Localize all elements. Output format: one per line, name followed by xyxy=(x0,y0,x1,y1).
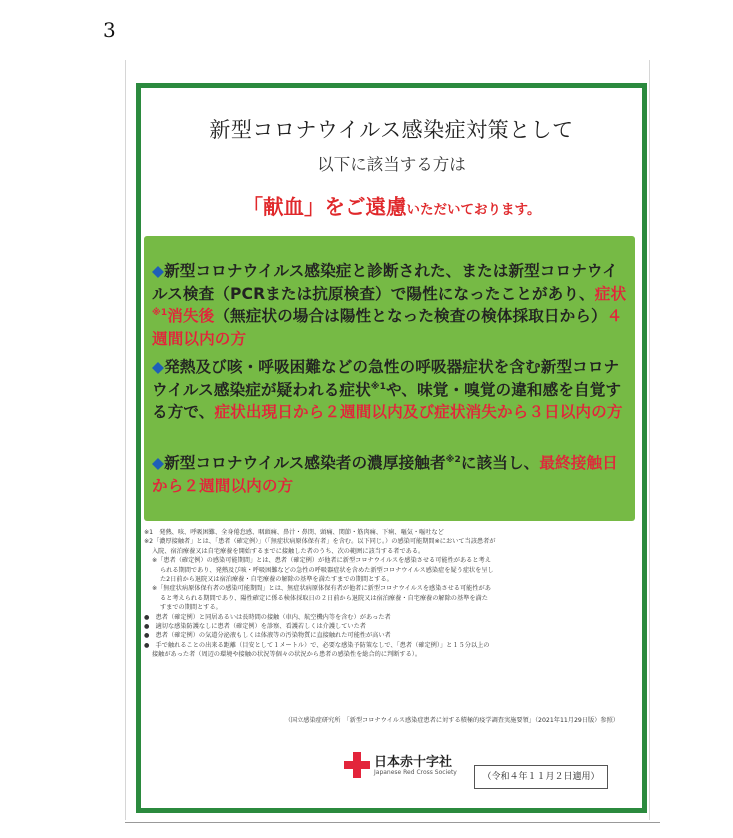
footnotes xyxy=(144,528,634,660)
criteria-highlight: 症状出現日から２週間以内及び症状消失から３日以内の方 xyxy=(214,403,623,421)
criteria-item-close-contact xyxy=(152,452,628,497)
poster-request xyxy=(141,190,642,220)
diamond-bullet-icon: ◆ xyxy=(152,454,165,472)
footnote-line: ※2「濃厚接触者」とは、「患者（確定例）」（「無症状病原体保有者」を含む。以下同じ。）の感染可能期間※において当該患者が xyxy=(144,538,496,546)
logo-name-jp: 日本赤十字社 xyxy=(374,755,453,770)
poster-title: 新型コロナウイルス感染症対策として xyxy=(209,118,574,142)
source-citation: （国立感染症研究所 「新型コロナウイルス感染症患者に対する積極的疫学調査実施要領」（2021年11月29日版）参照） xyxy=(284,717,619,724)
footnote-ref: ※2 xyxy=(445,454,461,465)
footnote-ref: ※1 xyxy=(152,307,168,318)
footnote-line: ● 適切な感染防護なしに患者（確定例）を診察、看護若しくは介護していた者 xyxy=(144,623,366,631)
footnote-line: 入院、宿泊療養又は自宅療養を開始するまでに接触した者のうち、次の範囲に該当する者である。 xyxy=(152,547,425,555)
footnote-line: た2日前から退院又は宿泊療養・自宅療養の解除の基準を満たすまでの期間とする。 xyxy=(160,576,393,584)
footnote-line: すまでの期間とする。 xyxy=(160,604,222,612)
poster xyxy=(125,60,650,820)
criteria-highlight: ４週間以内の方 xyxy=(152,307,623,348)
footnote-line: ● 患者（確定例）と同居あるいは長時間の接触（車内、航空機内等を含む）があった者 xyxy=(144,613,391,621)
poster-frame xyxy=(136,83,647,813)
criteria-text: に該当し、 xyxy=(460,454,540,472)
footnote-ref: ※1 xyxy=(370,381,386,392)
footnote-line: られる期間であり、発熱及び咳・呼吸困難などの急性の呼吸器症状を含めた新型コロナウイルス感染症を疑う症状を呈し xyxy=(160,566,494,574)
criteria-box xyxy=(144,236,635,521)
criteria-item-diagnosed xyxy=(152,260,628,350)
criteria-highlight: 消失後 xyxy=(167,307,215,325)
criteria-text: （無症状の場合は陽性となった検査の検体採取日から） xyxy=(214,307,607,325)
criteria-highlight: 最終接触日から２週間以内の方 xyxy=(152,454,618,495)
criteria-item-symptoms xyxy=(152,356,628,424)
effective-date: （令和４年１１月２日適用） xyxy=(474,765,608,789)
divider xyxy=(125,822,660,823)
poster-subtitle: 以下に該当する方は xyxy=(317,155,466,174)
logo-name-en: Japanese Red Cross Society xyxy=(374,769,457,776)
footnote-line: 接触があった者（周辺の環境や接触の状況等個々の状況から患者の感染性を総合的に判断する）。 xyxy=(152,651,422,659)
criteria-text: や、味覚・嗅覚の違和感を自覚する方で、 xyxy=(152,380,622,421)
request-tail: いただいております。 xyxy=(406,202,541,218)
request-main: 「献血」をご遠慮 xyxy=(242,195,407,219)
diamond-bullet-icon: ◆ xyxy=(152,358,165,376)
red-cross-icon xyxy=(344,752,370,778)
footnote-line: ※「無症状病原体保有者の感染可能期間」とは、無症状病原体保有者が他者に新型コロナウイルスを感染させる可能性があ xyxy=(152,585,491,593)
red-cross-logo xyxy=(344,748,464,786)
footnote-line: ※1 発熱、咳、呼吸困難、全身倦怠感、咽頭痛、鼻汁・鼻閉、頭痛、関節・筋肉痛、下痢、嘔気・嘔吐など xyxy=(144,529,444,536)
footnote-line: ると考えられる期間であり、陽性確定に係る検体採取日の２日前から退院又は宿泊療養・自宅療養の解除の基準を満た xyxy=(160,594,488,602)
criteria-highlight: 症状 xyxy=(594,284,627,303)
diamond-bullet-icon: ◆ xyxy=(152,262,165,280)
page-number: 3 xyxy=(103,18,116,42)
criteria-text: 新型コロナウイルス感染者の濃厚接触者 xyxy=(164,454,446,472)
footnote-line: ● 患者（確定例）の気道分泌液もしくは体液等の汚染物質に直接触れた可能性が高い者 xyxy=(144,632,391,640)
footnote-line: ※「患者（確定例）の感染可能期間」とは、患者（確定例）が他者に新型コロナウイルスを感染させる可能性があると考え xyxy=(152,557,491,565)
criteria-text: 発熱及び咳・呼吸困難などの急性の呼吸器症状を含む新型コロナウイルス感染症が疑われる症状 xyxy=(152,358,620,399)
footnote-line: ● 手で触れることの出来る距離（目安として１メートル）で、必要な感染予防策なしで、「患者（確定例）」と１５分以上の xyxy=(144,641,490,649)
criteria-text: 新型コロナウイルス感染症と診断された、または新型コロナウイルス検査（PCRまたは抗原検査）で陽性になったことがあり、 xyxy=(152,262,618,303)
